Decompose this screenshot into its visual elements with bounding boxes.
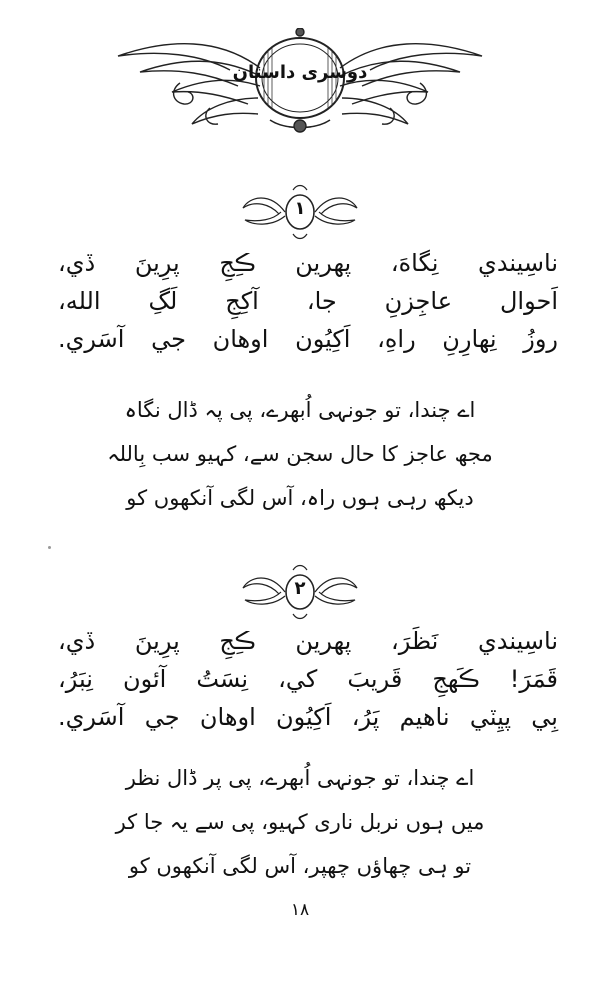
- section-1-urdu-translation: [100, 388, 500, 520]
- sindhi-line: اَحوال عاجِزنِ جا، آکِجِ لَگِ الله،: [58, 287, 558, 315]
- speck: [48, 546, 51, 549]
- urdu-line: اے چندا، تو جونہی اُبھرے، پی پہ ڈال نگاہ: [124, 398, 476, 422]
- urdu-line: دیکھ رہی ہوں راہ، آس لگی آنکھوں کو: [126, 486, 474, 510]
- chapter-title: دوسری داستان: [232, 62, 368, 83]
- sindhi-line: روزُ نِهارِنِ راهِ، اَکِيُون اوهان جي آسَري.: [58, 325, 558, 353]
- urdu-line: اے چندا، تو جونہی اُبھرے، پی پر ڈال نظر: [125, 766, 475, 790]
- section-2-sindhi-verse: [58, 622, 558, 736]
- urdu-line: مجھ عاجز کا حال سجن سے، کہیو سب بِاللہ: [107, 442, 493, 466]
- sindhi-line: بِي پيِٽي ناهيم پَرُ، اَکِيُون اوهان جي آسَري.: [58, 703, 558, 731]
- urdu-line: میں ہوں نربل ناری کہیو، پی سے یہ جا کر: [115, 810, 485, 834]
- section-1-number: ١: [294, 198, 306, 219]
- page-number: ١٨: [290, 900, 310, 920]
- section-2-number: ٢: [294, 578, 306, 599]
- section-2-urdu-translation: [100, 756, 500, 888]
- sindhi-line: قَمَرَ! ڪَهجِ قَريبَ کي، نِسَتُ آئون نِبَرُ،: [58, 665, 558, 693]
- sindhi-line: ناسِيندي نِگاهَ، پهرين ڪِجِ پرِينَ ڏي،: [58, 249, 558, 277]
- section-1-sindhi-verse: [58, 244, 558, 358]
- urdu-line: تو ہی چھاؤں چھپر، آس لگی آنکھوں کو: [128, 854, 472, 878]
- sindhi-line: ناسِيندي نَظَرَ، پهرين ڪِجِ پرِينَ ڏي،: [58, 627, 558, 655]
- header-ornament: [110, 28, 490, 138]
